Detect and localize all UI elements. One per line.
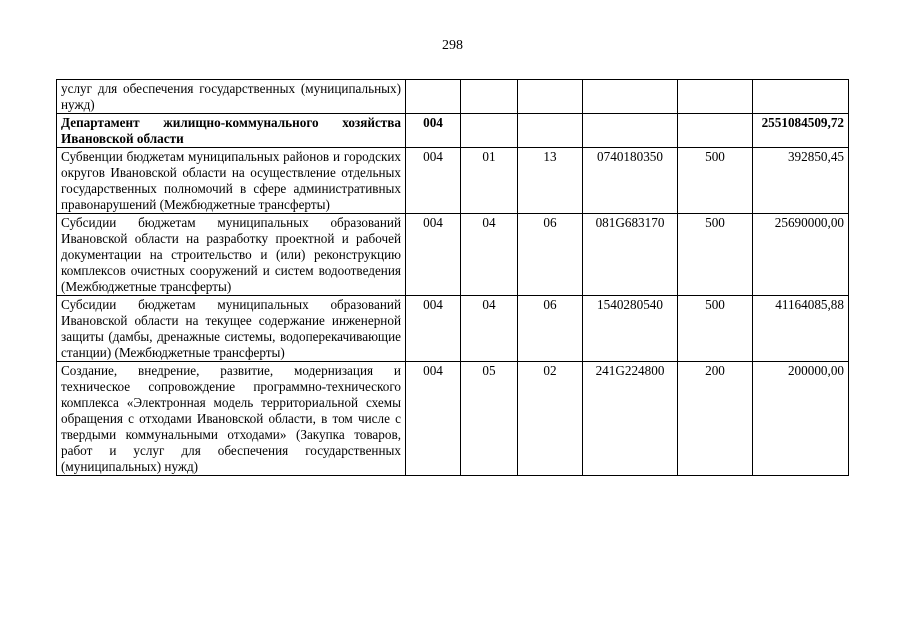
page-number: 298 bbox=[442, 38, 463, 53]
row-expense-type bbox=[678, 114, 753, 148]
row-target-article: 241G224800 bbox=[583, 362, 678, 476]
row-subsection: 06 bbox=[518, 296, 583, 362]
row-admin-code: 004 bbox=[406, 148, 461, 214]
row-subsection: 02 bbox=[518, 362, 583, 476]
row-admin-code: 004 bbox=[406, 362, 461, 476]
row-section: 01 bbox=[461, 148, 518, 214]
table-row bbox=[57, 148, 849, 214]
row-amount: 25690000,00 bbox=[753, 214, 849, 296]
row-subsection bbox=[518, 80, 583, 114]
row-description: Субвенции бюджетам муниципальных районов и городских округов Ивановской области на осуществление отдельных государственных полномочий в сфере административных правонарушений (Межбюджетные трансферты) bbox=[57, 148, 406, 214]
row-amount: 2551084509,72 bbox=[753, 114, 849, 148]
table-row bbox=[57, 114, 849, 148]
table-row bbox=[57, 80, 849, 114]
row-expense-type bbox=[678, 80, 753, 114]
row-subsection bbox=[518, 114, 583, 148]
row-subsection: 06 bbox=[518, 214, 583, 296]
row-description: Департамент жилищно-коммунального хозяйства Ивановской области bbox=[57, 114, 406, 148]
row-amount: 200000,00 bbox=[753, 362, 849, 476]
row-admin-code: 004 bbox=[406, 296, 461, 362]
row-target-article bbox=[583, 114, 678, 148]
row-expense-type: 500 bbox=[678, 296, 753, 362]
row-amount: 41164085,88 bbox=[753, 296, 849, 362]
row-admin-code: 004 bbox=[406, 114, 461, 148]
table-row bbox=[57, 214, 849, 296]
row-section: 04 bbox=[461, 214, 518, 296]
row-target-article: 081G683170 bbox=[583, 214, 678, 296]
row-admin-code bbox=[406, 80, 461, 114]
row-description: Субсидии бюджетам муниципальных образований Ивановской области на разработку проектной и рабочей документации на строительство и (или) реконструкцию комплексов очистных сооружений и систем водоотведения (Межбюджетные трансферты) bbox=[57, 214, 406, 296]
row-subsection: 13 bbox=[518, 148, 583, 214]
row-expense-type: 200 bbox=[678, 362, 753, 476]
row-target-article bbox=[583, 80, 678, 114]
row-description: услуг для обеспечения государственных (муниципальных) нужд) bbox=[57, 80, 406, 114]
row-section bbox=[461, 80, 518, 114]
row-target-article: 0740180350 bbox=[583, 148, 678, 214]
row-amount bbox=[753, 80, 849, 114]
table-row bbox=[57, 296, 849, 362]
row-admin-code: 004 bbox=[406, 214, 461, 296]
row-target-article: 1540280540 bbox=[583, 296, 678, 362]
row-amount: 392850,45 bbox=[753, 148, 849, 214]
row-description: Создание, внедрение, развитие, модернизация и техническое сопровождение программно-технического комплекса «Электронная модель территориальной схемы обращения с отходами Ивановской области, в том числе с твердыми коммунальными отходами» (Закупка товаров, работ и услуг для обеспечения государственных (муниципальных) нужд) bbox=[57, 362, 406, 476]
row-section bbox=[461, 114, 518, 148]
row-expense-type: 500 bbox=[678, 214, 753, 296]
row-section: 05 bbox=[461, 362, 518, 476]
budget-table bbox=[56, 79, 849, 476]
row-description: Субсидии бюджетам муниципальных образований Ивановской области на текущее содержание инженерной защиты (дамбы, дренажные системы, водоперекачивающие станции) (Межбюджетные трансферты) bbox=[57, 296, 406, 362]
row-expense-type: 500 bbox=[678, 148, 753, 214]
row-section: 04 bbox=[461, 296, 518, 362]
table-row bbox=[57, 362, 849, 476]
